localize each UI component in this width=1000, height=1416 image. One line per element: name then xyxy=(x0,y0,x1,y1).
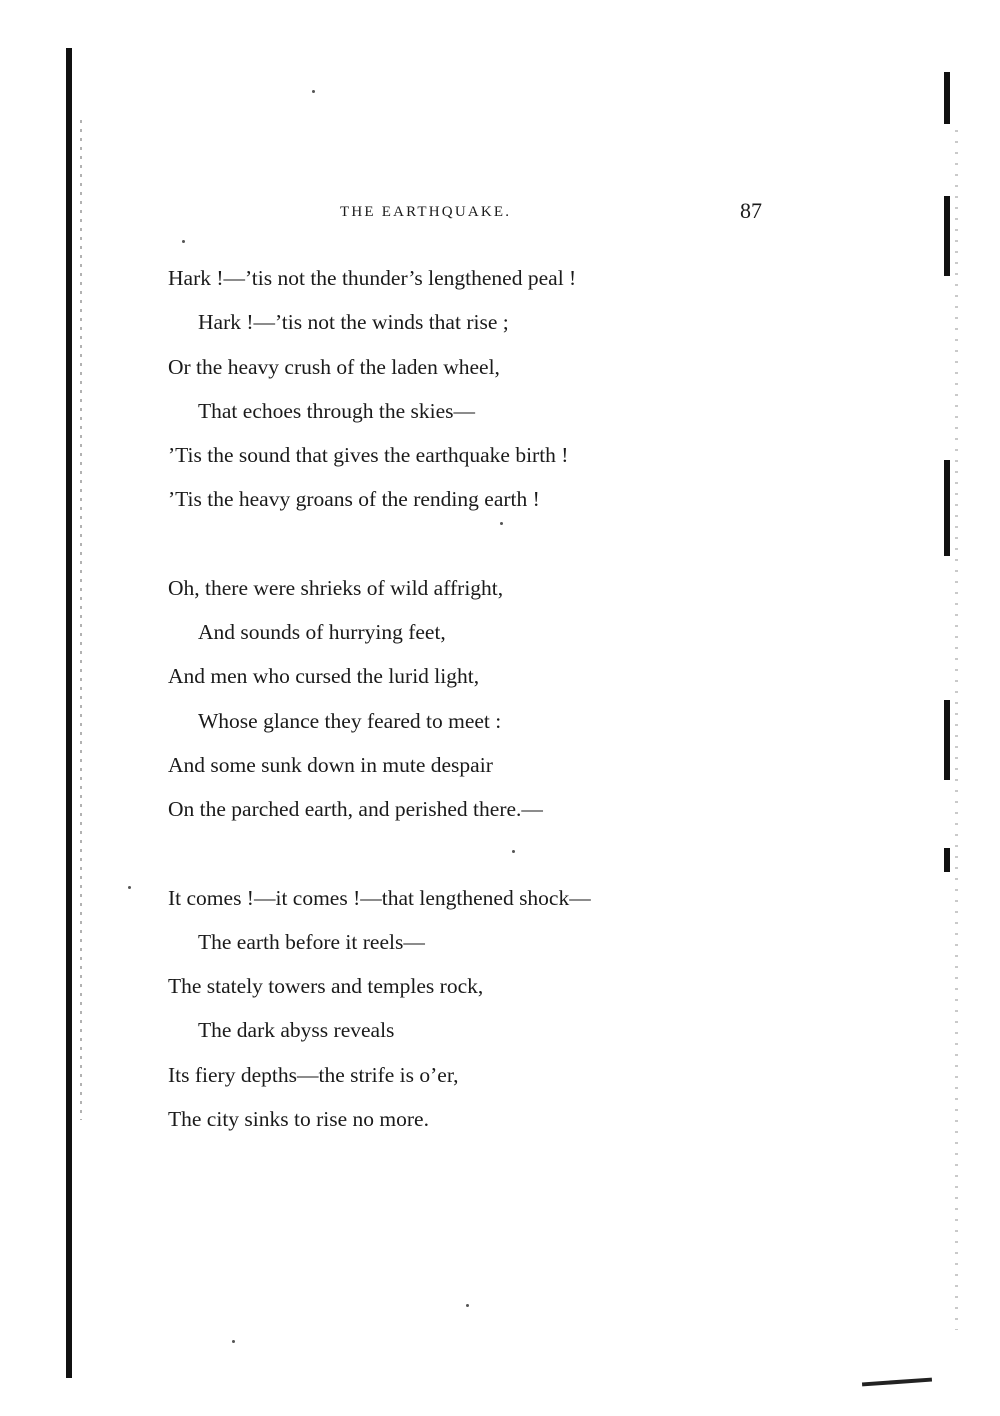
page-edge-noise xyxy=(955,130,958,1330)
poem-line: And sounds of hurrying feet, xyxy=(198,620,446,645)
poem-line: Hark !—’tis not the winds that rise ; xyxy=(198,310,509,335)
ink-speck xyxy=(312,90,315,93)
page-edge-mark xyxy=(944,460,950,556)
running-head xyxy=(0,200,1000,230)
page-edge-mark xyxy=(944,848,950,872)
poem-line: And men who cursed the lurid light, xyxy=(168,664,480,689)
poem-line: Its fiery depths—the strife is o’er, xyxy=(168,1062,459,1087)
ink-speck xyxy=(232,1340,235,1343)
ink-speck xyxy=(128,886,131,889)
poem-line: It comes !—it comes !—that lengthened shock— xyxy=(168,885,591,910)
poem-line: Hark !—’tis not the thunder’s lengthened peal ! xyxy=(168,266,577,290)
binding-shadow xyxy=(80,120,82,1120)
poem-line: ’Tis the sound that gives the earthquake birth ! xyxy=(168,443,569,468)
poem-line: Oh, there were shrieks of wild affright, xyxy=(168,575,504,600)
ink-speck xyxy=(466,1304,469,1307)
stanza xyxy=(168,256,788,522)
stanza xyxy=(168,876,788,1142)
running-title: THE EARTHQUAKE. xyxy=(340,204,512,220)
poem-line: The dark abyss reveals xyxy=(198,1018,395,1043)
poem xyxy=(168,256,788,1185)
ink-speck xyxy=(182,240,185,243)
page-edge-mark xyxy=(944,72,950,124)
page-edge-mark xyxy=(944,700,950,780)
stanza xyxy=(168,566,788,832)
poem-line: On the parched earth, and perished there.— xyxy=(168,797,543,822)
page-corner-mark xyxy=(862,1378,932,1387)
poem-line: Or the heavy crush of the laden wheel, xyxy=(168,354,500,379)
poem-line: The city sinks to rise no more. xyxy=(168,1107,429,1132)
poem-line: That echoes through the skies— xyxy=(198,398,476,423)
poem-line: ’Tis the heavy groans of the rending earth ! xyxy=(168,487,540,512)
poem-line: The earth before it reels— xyxy=(198,929,425,954)
poem-line: The stately towers and temples rock, xyxy=(168,974,484,999)
page-number: 87 xyxy=(740,198,762,223)
poem-line: Whose glance they feared to meet : xyxy=(198,708,502,733)
binding-edge xyxy=(66,48,72,1378)
poem-line: And some sunk down in mute despair xyxy=(168,752,493,777)
